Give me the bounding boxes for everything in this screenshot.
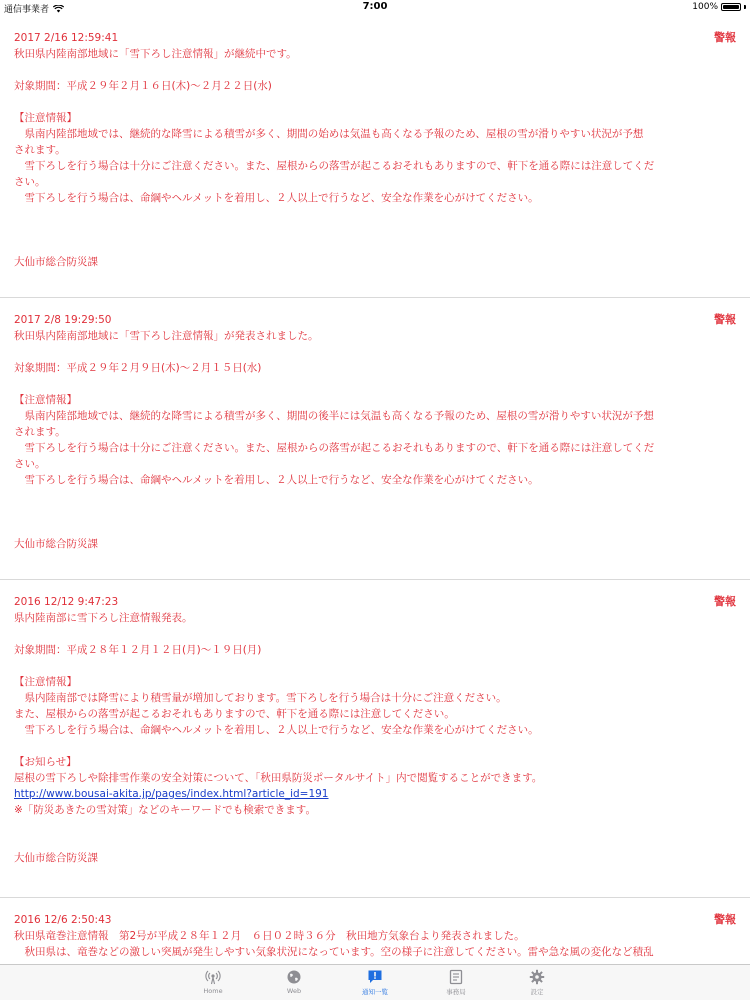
notice-line: 秋田県は、竜巻などの激しい突風が発生しやすい気象状況になっています。空の様子に注意してください。雷や急な風の変化など積乱 xyxy=(14,946,654,958)
notice-line: されます。 xyxy=(14,426,66,438)
tab-home[interactable] xyxy=(173,965,254,1000)
globe-icon xyxy=(286,969,302,985)
notice-timestamp: 2016 12/6 2:50:43 xyxy=(14,914,112,926)
notice-line: 雪下ろしを行う場合は、命綱やヘルメットを着用し、２人以上で行うなど、安全な作業を心がけてください。 xyxy=(14,724,539,736)
notice-period: 対象期間：平成２９年２月９日(木)～２月１５日(水) xyxy=(14,362,262,374)
notice-body xyxy=(14,610,736,866)
tab-label: 通知一覧 xyxy=(362,988,388,996)
notice-line: 県内陸南部では降雪により積雪量が増加しております。雪下ろしを行う場合は十分にご注意ください。 xyxy=(14,692,507,704)
notice-line: 県南内陸部地域では、継続的な降雪による積雪が多く、期間の始めは気温も高くなる予報のため、屋根の雪が滑りやすい状況が予想 xyxy=(14,128,644,140)
tab-label: 事務局 xyxy=(446,988,466,996)
notice-line: さい。 xyxy=(14,458,46,470)
notice-period: 対象期間：平成２９年２月１６日(木)～２月２２日(水) xyxy=(14,80,272,92)
notice-headline: 県内陸南部に雪下ろし注意情報発表。 xyxy=(14,612,193,624)
status-right xyxy=(692,2,746,12)
notification-icon xyxy=(367,969,383,985)
notice-timestamp: 2017 2/16 12:59:41 xyxy=(14,32,119,44)
notice-timestamp: 2017 2/8 19:29:50 xyxy=(14,314,112,326)
notice-level-badge: 警報 xyxy=(714,595,736,608)
notice-line: 雪下ろしを行う場合は十分にご注意ください。また、屋根からの落雪が起こるおそれもありますので、軒下を通る際には注意してくだ xyxy=(14,160,655,172)
tab-label: Home xyxy=(203,987,223,995)
notice-item[interactable] xyxy=(0,898,750,964)
status-time: 7:00 xyxy=(362,1,388,12)
broadcast-icon xyxy=(205,969,221,985)
battery-fill xyxy=(723,5,739,9)
notice-item[interactable] xyxy=(0,16,750,298)
tab-bar xyxy=(0,964,750,1000)
notice-period: 対象期間：平成２８年１２月１２日(月)～１９日(月) xyxy=(14,644,262,656)
notice-headline: 秋田県内陸南部地域に「雪下ろし注意情報」が発表されました。 xyxy=(14,330,319,342)
battery-tip xyxy=(744,5,746,9)
battery-percent: 100% xyxy=(692,2,718,12)
notice-timestamp: 2016 12/12 9:47:23 xyxy=(14,596,119,608)
notice-line: 雪下ろしを行う場合は、命綱やヘルメットを着用し、２人以上で行うなど、安全な作業を心がけてください。 xyxy=(14,192,539,204)
notice-body xyxy=(14,928,736,960)
tab-label: Web xyxy=(286,987,302,995)
notice-item[interactable] xyxy=(0,298,750,580)
document-icon xyxy=(448,969,464,985)
tab-notifications[interactable] xyxy=(335,965,416,1000)
notice-line: 雪下ろしを行う場合は十分にご注意ください。また、屋根からの落雪が起こるおそれもありますので、軒下を通る際には注意してくだ xyxy=(14,442,655,454)
notice-section-title: 【注意情報】 xyxy=(14,112,77,124)
gear-icon xyxy=(529,969,545,985)
notice-line: されます。 xyxy=(14,144,66,156)
tab-office[interactable] xyxy=(416,965,497,1000)
notice-line: また、屋根からの落雪が起こるおそれもありますので、軒下を通る際には注意してください。 xyxy=(14,708,455,720)
notice-body xyxy=(14,46,736,270)
status-bar xyxy=(0,0,750,16)
notice-issuer: 大仙市総合防災課 xyxy=(14,538,98,550)
tab-web[interactable] xyxy=(254,965,335,1000)
tab-label: 設定 xyxy=(530,988,544,996)
notice-headline: 秋田県竜巻注意情報 第2号が平成２８年１２月 ６日０２時３６分 秋田地方気象台より発表されました。 xyxy=(14,930,525,942)
notice-note: ※「防災あきたの雪対策」などのキーワードでも検索できます。 xyxy=(14,804,316,816)
notice-line: 県南内陸部地域では、継続的な降雪による積雪が多く、期間の後半には気温も高くなる予報のため、屋根の雪が滑りやすい状況が予想 xyxy=(14,410,654,422)
notice-line: さい。 xyxy=(14,176,46,188)
notice-issuer: 大仙市総合防災課 xyxy=(14,256,98,268)
carrier-label: 通信事業者 xyxy=(4,5,50,15)
notice-headline: 秋田県内陸南部地域に「雪下ろし注意情報」が継続中です。 xyxy=(14,48,297,60)
notice-link[interactable]: http://www.bousai-akita.jp/pages/index.html?article_id=191 xyxy=(14,788,329,800)
tab-settings[interactable] xyxy=(497,965,578,1000)
notice-issuer: 大仙市総合防災課 xyxy=(14,852,98,864)
notice-body xyxy=(14,328,736,552)
battery-icon xyxy=(721,3,741,11)
notice-section-title: 【注意情報】 xyxy=(14,394,77,406)
notice-level-badge: 警報 xyxy=(714,31,736,44)
notification-feed[interactable] xyxy=(0,16,750,964)
notice-level-badge: 警報 xyxy=(714,913,736,926)
notice-info-title: 【お知らせ】 xyxy=(14,756,77,768)
notice-line: 雪下ろしを行う場合は、命綱やヘルメットを着用し、２人以上で行うなど、安全な作業を心がけてください。 xyxy=(14,474,539,486)
notice-level-badge: 警報 xyxy=(714,313,736,326)
notice-section-title: 【注意情報】 xyxy=(14,676,77,688)
notice-info-text: 屋根の雪下ろしや除排雪作業の安全対策について、「秋田県防災ポータルサイト」内で閲覧することができます。 xyxy=(14,772,543,784)
notice-item[interactable] xyxy=(0,580,750,898)
